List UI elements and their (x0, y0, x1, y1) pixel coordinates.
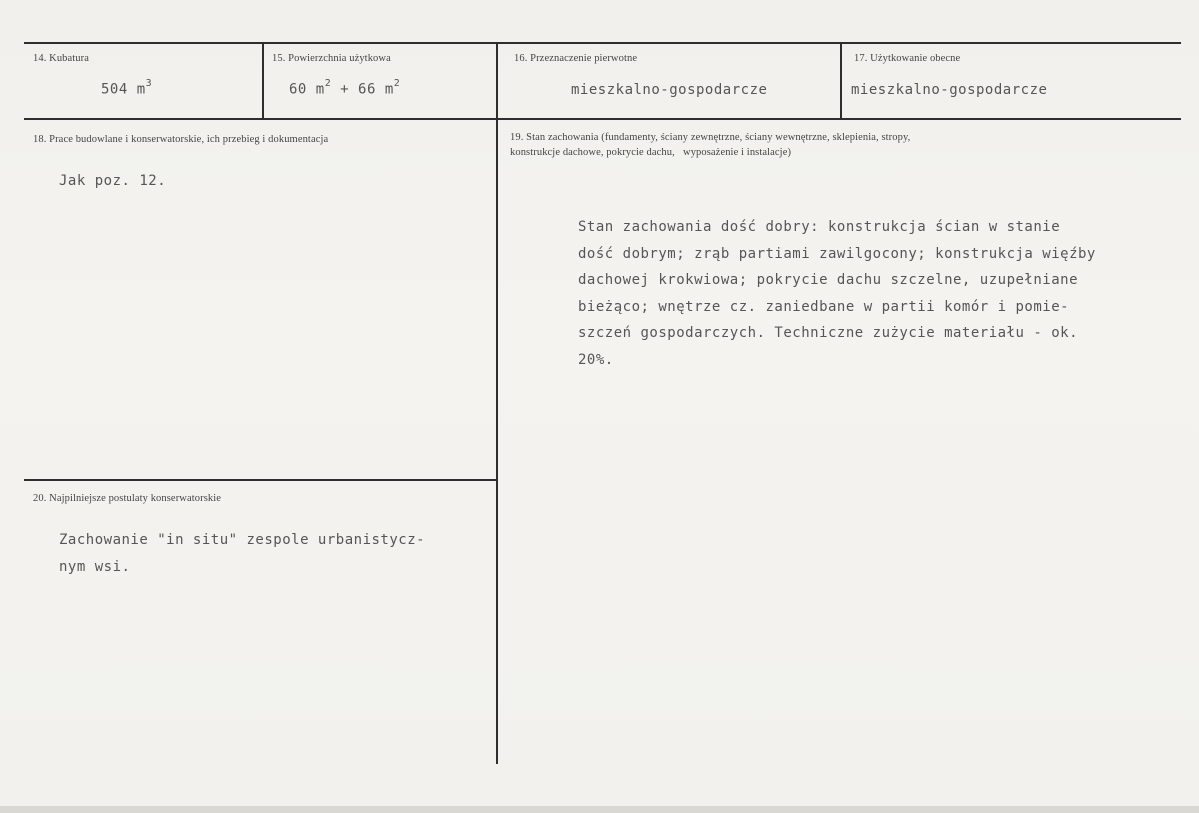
field-15-value (289, 80, 400, 98)
text-line: 20%. (578, 351, 614, 368)
field-18-value: Jak poz. 12. (59, 173, 167, 189)
field-17-value: mieszkalno-gospodarcze (851, 82, 1048, 98)
text-line: Stan zachowania dość dobry: konstrukcja ścian w stanie (578, 219, 1061, 235)
field-20-text (59, 527, 425, 580)
text-line: szczeń gospodarczych. Techniczne zużycie materiału - ok. (578, 325, 1079, 341)
column-divider-a (262, 42, 264, 119)
area-value-a: 60 m (289, 81, 325, 98)
text-line: Zachowanie "in situ" zespole urbanistycz- (59, 532, 426, 548)
text-line: nym wsi. (59, 558, 131, 575)
field-15-label: 15. Powierzchnia użytkowa (272, 53, 391, 64)
field-19-label-line-2: konstrukcje dachowe, pokrycie dachu, wyposażenie i instalacje) (510, 147, 792, 158)
text-line: bieżąco; wnętrze cz. zaniedbane w partii komór i pomie- (578, 298, 1070, 315)
text-line: dość dobrym; zrąb partiami zawilgocony; konstrukcja więźby (578, 245, 1096, 262)
area-exponent-b: 2 (393, 78, 401, 89)
top-rule (24, 42, 1181, 44)
field-19-label-line-1: 19. Stan zachowania (fundamenty, ściany zewnętrzne, ściany wewnętrzne, sklepienia, stropy, (510, 132, 911, 143)
area-exponent-a: 2 (324, 78, 332, 89)
row-divider-2 (24, 479, 496, 481)
field-14-value (101, 80, 152, 98)
field-16-label: 16. Przeznaczenie pierwotne (514, 53, 638, 64)
volume-value: 504 m (101, 81, 146, 98)
row-divider-1 (24, 118, 1181, 120)
text-line: dachowej krokwiowa; pokrycie dachu szczelne, uzupełniane (578, 272, 1079, 288)
field-14-label: 14. Kubatura (33, 53, 90, 64)
field-16-value: mieszkalno-gospodarcze (571, 82, 768, 98)
field-18-label: 18. Prace budowlane i konserwatorskie, ich przebieg i dokumentacja (33, 134, 329, 145)
field-17-label: 17. Użytkowanie obecne (854, 53, 961, 64)
column-divider-c (840, 42, 842, 119)
card-bottom-edge (0, 806, 1199, 813)
field-20-label: 20. Najpilniejsze postulaty konserwatorskie (33, 493, 222, 504)
column-divider-b (496, 42, 498, 764)
area-value-b: + 66 m (331, 81, 394, 98)
field-19-text (578, 214, 1096, 373)
volume-exponent: 3 (145, 78, 153, 89)
